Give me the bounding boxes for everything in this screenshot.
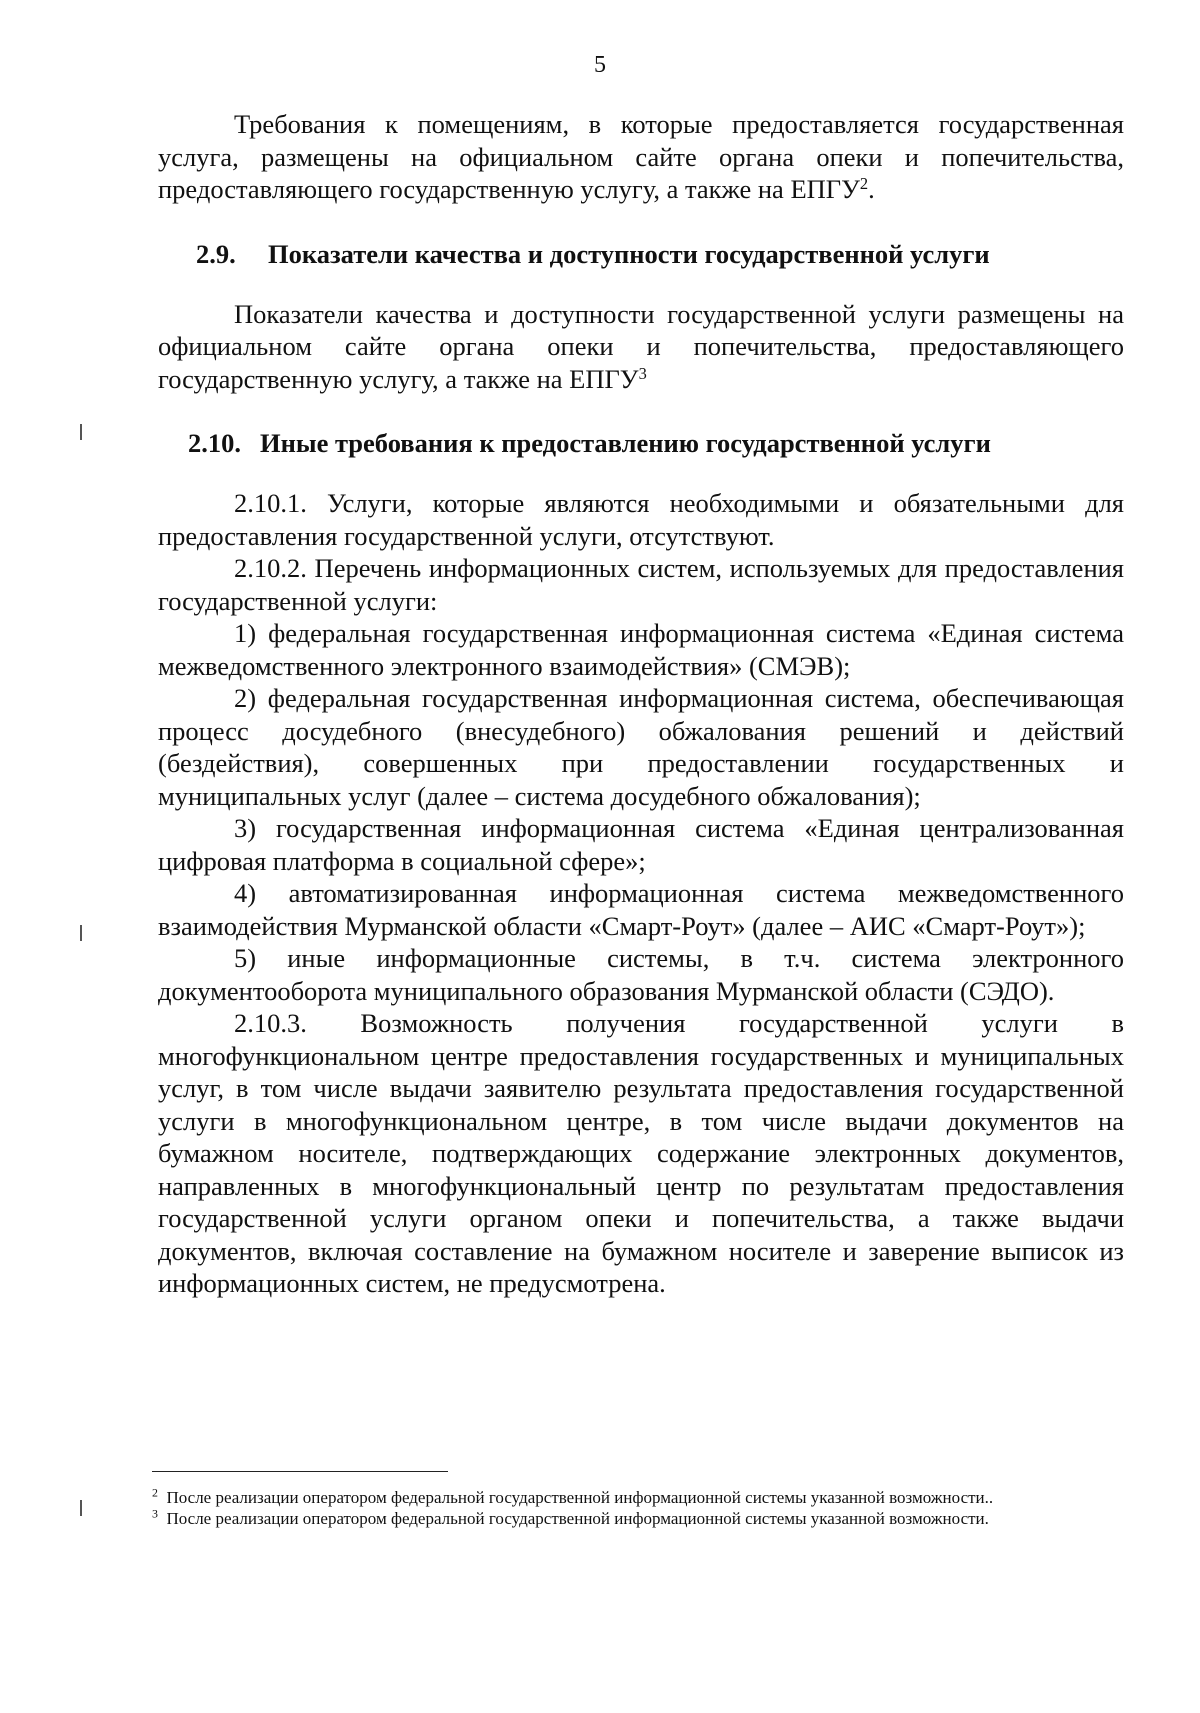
section-heading-2-9: 2.9. Показатели качества и доступности государственной услуги <box>196 238 990 269</box>
paragraph-premises: Требования к помещениям, в которые предоставляется государственная услуга, размещены на официальном сайте органа опеки и попечительства, предоставляющего государственную услугу, а также на ЕПГУ$^2$. <box>158 109 1124 204</box>
footnote-ref: 3 <box>638 363 647 383</box>
footnote: $^2$ После реализации оператором федеральной государственной информационной системы указанной возможности.. <box>152 1485 994 1507</box>
list-item: 4) автоматизированная информационная система межведомственного взаимодействия Мурманской области «Смарт-Роут» (далее – АИС «Смарт-Роут»); <box>158 878 1124 941</box>
footnote: $^3$ После реализации оператором федеральной государственной информационной системы указанной возможности. <box>152 1506 989 1528</box>
footnotes <box>152 1485 1124 1530</box>
footnote-number: 3 <box>152 1506 158 1521</box>
paragraph-2-10-3: 2.10.3. Возможность получения государственной услуги в многофункциональном центре предоставления государственных и муниципальных услуг, в том числе выдачи заявителю результата предоставления государственной услуги в многофункциональном центре, в том числе выдачи документов на бумажном носителе, подтверждающих содержание электронных документов, направленных в многофункциональный центр по результатам предоставления государственной услуги органом опеки и попечительства, а также выдачи документов, включая составление на бумажном носителе и заверение выписок из информационных систем, не предусмотрена. <box>158 1008 1124 1298</box>
list-item: 2) федеральная государственная информационная система, обеспечивающая процесс досудебного (внесудебного) обжалования решений и действий (бездействия), совершенных при предоставлении государственных и муниципальных услуг (далее – система досудебного обжалования); <box>158 683 1124 811</box>
list-item: 5) иные информационные системы, в т.ч. система электронного документооборота муниципального образования Мурманской области (СЭДО). <box>158 943 1124 1006</box>
footnote-ref: 2 <box>859 173 869 193</box>
document-body <box>158 108 1124 1300</box>
page-number: 5 <box>594 52 606 78</box>
paragraph-2-10-2: 2.10.2. Перечень информационных систем, используемых для предоставления государственной услуги: <box>158 553 1124 616</box>
paragraph-2-10-1: 2.10.1. Услуги, которые являются необходимыми и обязательными для предоставления государственной услуги, отсутствуют. <box>158 488 1124 551</box>
section-heading-2-10: 2.10. Иные требования к предоставлению государственной услуги <box>188 428 991 458</box>
footnote-divider <box>152 1471 448 1472</box>
margin-mark <box>80 925 82 941</box>
list-item: 3) государственная информационная система «Единая централизованная цифровая платформа в социальной сфере»; <box>158 813 1124 876</box>
list-item: 1) федеральная государственная информационная система «Единая система межведомственного электронного взаимодействия» (СМЭВ); <box>158 618 1124 681</box>
footnote-number: 2 <box>152 1485 158 1500</box>
paragraph-quality: Показатели качества и доступности государственной услуги размещены на официальном сайте органа опеки и попечительства, предоставляющего государственную услугу, а также на ЕПГУ$^3$ <box>158 298 1124 394</box>
margin-mark <box>80 424 82 440</box>
margin-mark <box>80 1500 82 1516</box>
